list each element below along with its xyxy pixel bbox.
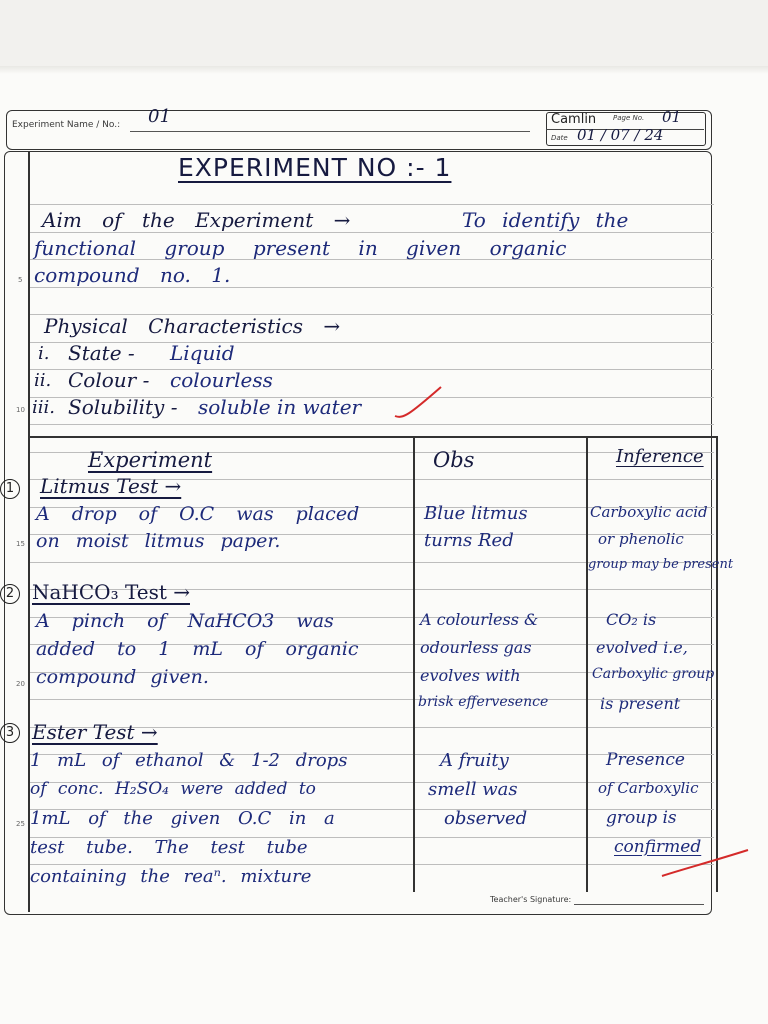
line-number-5: 5 (18, 276, 23, 284)
aim-line-3: compound no. 1. (34, 263, 231, 287)
aim-label: Aim of the Experiment → (42, 208, 351, 232)
test-2-observation-line-3: evolves with (420, 666, 521, 685)
test-1-observation-line-1: Blue litmus (424, 503, 528, 524)
experiment-name-label: Experiment Name / No.: (12, 120, 121, 130)
test-1-title: Litmus Test → (40, 474, 182, 498)
teacher-signature-label: Teacher's Signature: (490, 895, 572, 904)
table-column-divider-2 (586, 436, 588, 892)
test-2-inference-line-2: evolved i.e, (596, 638, 688, 657)
table-top-border (29, 436, 718, 438)
test-3-procedure-line-2: of conc. H₂SO₄ were added to (30, 779, 316, 799)
table-header-obs: Obs (433, 448, 475, 472)
check-mark-icon (393, 383, 445, 423)
ruled-line (30, 204, 714, 205)
physical-item-num-3: iii. (32, 397, 55, 418)
aim-line-2: functional group present in given organic (34, 236, 567, 260)
test-3-procedure-line-5: containing the reaⁿ. mixture (30, 866, 312, 887)
test-2-inference-line-4: is present (600, 694, 681, 713)
test-3-inference-line-4: confirmed (614, 837, 702, 857)
physical-item-label-state: State - (68, 341, 135, 365)
line-number-10: 10 (16, 406, 25, 414)
experiment-name-line (130, 131, 530, 132)
teacher-signature-line (574, 904, 704, 905)
table-header-experiment: Experiment (88, 448, 213, 472)
confirmed-check-mark-icon (660, 846, 750, 882)
physical-item-label-colour: Colour - (68, 368, 150, 392)
test-3-procedure-line-3: 1mL of the given O.C in a (30, 808, 335, 829)
test-3-title: Ester Test → (32, 720, 158, 744)
test-1-procedure-line-2: on moist litmus paper. (36, 530, 281, 552)
test-1-observation-line-2: turns Red (424, 530, 514, 551)
test-1-inference-line-1: Carboxylic acid (590, 503, 708, 521)
test-2-observation-line-1: A colourless & (420, 610, 539, 629)
test-3-inference-line-2: of Carboxylic (598, 779, 699, 797)
page-no-label: Page No. (613, 114, 645, 122)
test-1-inference-line-3: group may be present (588, 557, 734, 572)
test-2-procedure-line-1: A pinch of NaHCO3 was (36, 610, 334, 632)
page-no-value: 01 (662, 108, 682, 126)
line-number-15: 15 (16, 540, 25, 548)
physical-item-value-state: Liquid (170, 341, 235, 365)
test-3-inference-line-3: group is (606, 808, 677, 828)
test-2-procedure-line-3: compound given. (36, 666, 209, 688)
table-header-inference: Inference (616, 446, 704, 467)
test-1-inference-line-2: or phenolic (598, 530, 684, 548)
test-3-observation-line-3: observed (444, 808, 528, 829)
table-right-border (716, 436, 718, 892)
test-3-observation-line-1: A fruity (440, 750, 509, 771)
page-title: EXPERIMENT NO :- 1 (178, 153, 452, 182)
physical-item-num-2: ii. (34, 370, 52, 391)
test-1-index: 1 (0, 479, 20, 499)
brand-logo: Camlin (551, 112, 597, 127)
test-1-procedure-line-1: A drop of O.C was placed (36, 503, 360, 525)
test-2-inference-line-3: Carboxylic group (592, 666, 715, 682)
physical-heading: Physical Characteristics → (44, 314, 341, 338)
experiment-name-value: 01 (148, 106, 171, 127)
date-value: 01 / 07 / 24 (577, 126, 664, 144)
test-2-observation-line-4: brisk effervesence (418, 694, 549, 710)
ruled-line (30, 424, 714, 425)
date-label: Date (551, 134, 568, 142)
test-3-procedure-line-1: 1 mL of ethanol & 1-2 drops (30, 750, 348, 771)
test-2-procedure-line-2: added to 1 mL of organic (36, 638, 359, 660)
physical-item-num-1: i. (38, 343, 50, 364)
physical-item-label-solubility: Solubility - (68, 395, 178, 419)
page-top-edge (0, 66, 768, 74)
ruled-line (30, 232, 714, 233)
test-2-title: NaHCO₃ Test → (32, 580, 190, 604)
ruled-line (30, 287, 714, 288)
ruled-line (30, 864, 714, 865)
test-2-inference-line-1: CO₂ is (606, 610, 657, 629)
line-number-25: 25 (16, 820, 25, 828)
test-3-index: 3 (0, 723, 20, 743)
aim-line-1: To identify the (462, 208, 629, 232)
table-column-divider-1 (413, 436, 415, 892)
physical-item-value-colour: colourless (170, 368, 273, 392)
physical-item-value-solubility: soluble in water (198, 395, 362, 419)
test-2-index: 2 (0, 584, 20, 604)
test-3-inference-line-1: Presence (606, 750, 685, 770)
line-number-20: 20 (16, 680, 25, 688)
test-3-procedure-line-4: test tube. The test tube (30, 837, 308, 858)
test-3-observation-line-2: smell was (428, 779, 518, 800)
test-2-observation-line-2: odourless gas (420, 638, 532, 657)
